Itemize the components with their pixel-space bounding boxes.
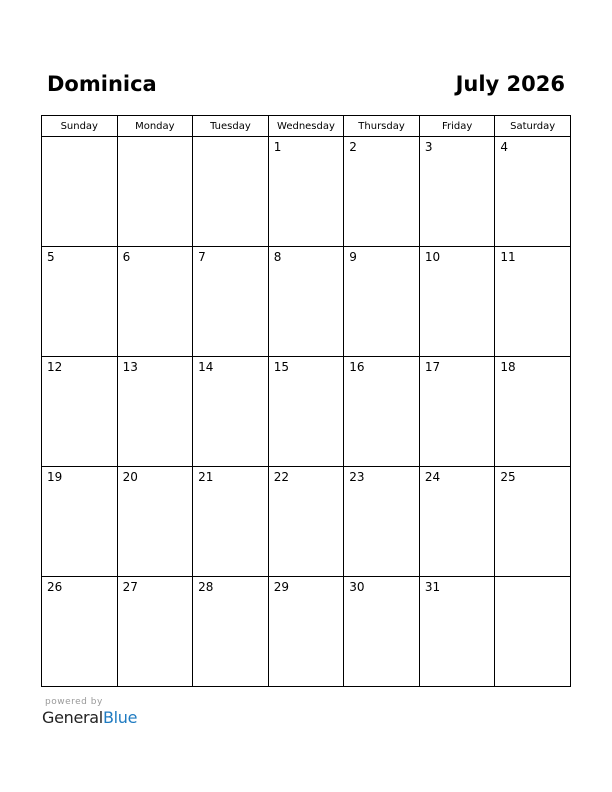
day-number: 4 xyxy=(500,140,509,154)
day-cell xyxy=(117,357,193,467)
day-number: 9 xyxy=(349,250,357,264)
weekday-friday: Friday xyxy=(419,116,495,137)
week-row-1 xyxy=(42,137,571,247)
day-cell xyxy=(419,577,495,687)
day-cell xyxy=(344,577,420,687)
week-row-4 xyxy=(42,467,571,577)
weekday-thursday: Thursday xyxy=(344,116,420,137)
day-cell xyxy=(419,467,495,577)
day-number: 24 xyxy=(424,470,441,484)
day-number xyxy=(193,137,268,140)
day-cell xyxy=(193,467,269,577)
week-row-3 xyxy=(42,357,571,467)
day-cell xyxy=(344,467,420,577)
day-cell xyxy=(419,247,495,357)
day-number: 1 xyxy=(273,140,282,154)
day-number: 10 xyxy=(424,250,441,264)
day-number: 27 xyxy=(122,580,138,594)
day-cell xyxy=(419,137,495,247)
day-cell xyxy=(268,137,344,247)
day-number: 22 xyxy=(273,470,289,484)
day-cell xyxy=(42,357,118,467)
day-cell xyxy=(419,357,495,467)
day-number: 8 xyxy=(273,250,282,264)
day-cell xyxy=(344,247,420,357)
day-number: 17 xyxy=(424,360,441,374)
day-number xyxy=(118,137,193,140)
day-cell xyxy=(495,247,571,357)
weekday-header-row xyxy=(42,116,571,137)
weekday-wednesday: Wednesday xyxy=(268,116,344,137)
day-number: 19 xyxy=(47,470,63,484)
day-cell xyxy=(495,137,571,247)
day-cell xyxy=(117,137,193,247)
country-title: Dominica xyxy=(47,72,157,96)
brand-name-part1: General xyxy=(42,708,103,727)
day-number xyxy=(495,577,570,580)
day-number: 16 xyxy=(349,360,365,374)
day-number: 23 xyxy=(349,470,365,484)
day-number: 21 xyxy=(198,470,214,484)
day-cell xyxy=(268,467,344,577)
week-row-5 xyxy=(42,577,571,687)
day-number: 29 xyxy=(273,580,289,594)
day-cell xyxy=(495,577,571,687)
day-cell xyxy=(344,357,420,467)
day-number: 2 xyxy=(349,140,357,154)
day-number: 28 xyxy=(198,580,214,594)
day-number: 18 xyxy=(500,360,516,374)
day-number: 20 xyxy=(122,470,138,484)
weekday-tuesday: Tuesday xyxy=(193,116,269,137)
day-number: 14 xyxy=(198,360,214,374)
day-cell xyxy=(193,357,269,467)
day-cell xyxy=(42,247,118,357)
day-number: 25 xyxy=(500,470,516,484)
month-year-title: July 2026 xyxy=(455,72,565,96)
weekday-monday: Monday xyxy=(117,116,193,137)
day-number: 30 xyxy=(349,580,365,594)
day-cell xyxy=(495,467,571,577)
day-cell xyxy=(268,247,344,357)
day-number: 3 xyxy=(424,140,433,154)
day-number: 5 xyxy=(47,250,55,264)
day-number: 26 xyxy=(47,580,63,594)
day-cell xyxy=(117,467,193,577)
day-number: 13 xyxy=(122,360,138,374)
day-number: 31 xyxy=(424,580,441,594)
brand-name-part2: Blue xyxy=(102,708,138,727)
day-cell xyxy=(268,357,344,467)
weekday-sunday: Sunday xyxy=(42,116,118,137)
day-number: 7 xyxy=(198,250,206,264)
week-row-2 xyxy=(42,247,571,357)
day-number: 15 xyxy=(273,360,289,374)
powered-by-text: powered by xyxy=(45,697,103,707)
calendar-grid xyxy=(41,115,571,687)
day-cell xyxy=(193,577,269,687)
day-cell xyxy=(42,577,118,687)
day-number: 11 xyxy=(500,250,516,264)
generalblue-logo[interactable] xyxy=(42,708,137,727)
day-cell xyxy=(268,577,344,687)
day-cell xyxy=(344,137,420,247)
day-number: 12 xyxy=(47,360,63,374)
weekday-saturday: Saturday xyxy=(495,116,571,137)
day-cell xyxy=(117,247,193,357)
day-cell xyxy=(193,247,269,357)
day-cell xyxy=(117,577,193,687)
day-cell xyxy=(495,357,571,467)
day-cell xyxy=(42,467,118,577)
day-number: 6 xyxy=(122,250,131,264)
day-cell xyxy=(193,137,269,247)
day-cell xyxy=(42,137,118,247)
day-number xyxy=(42,137,117,140)
